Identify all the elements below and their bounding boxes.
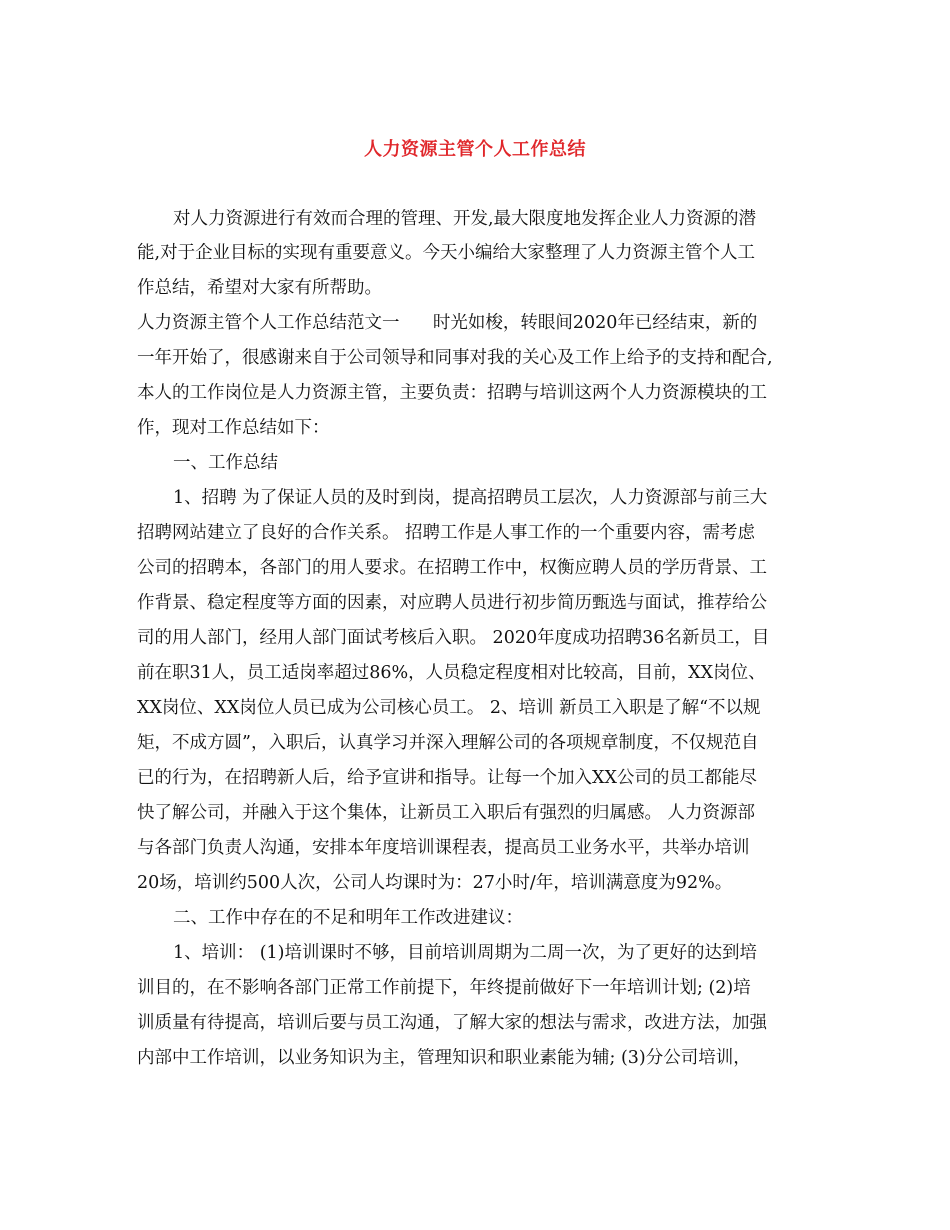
- text-line: 一年开始了，很感谢来自于公司领导和同事对我的关心及工作上给予的支持和配合,: [137, 348, 773, 368]
- text-line: 能,对于企业目标的实现有重要意义。今天小编给大家整理了人力资源主管个人工: [137, 243, 756, 263]
- text-line: 已的行为，在招聘新人后，给予宣讲和指导。让每一个加入XX公司的员工都能尽: [137, 768, 757, 788]
- text-line: 快了解公司，并融入于这个集体，让新员工入职后有强烈的归属感。 人力资源部: [137, 803, 756, 823]
- text-line: 训质量有待提高，培训后要与员工沟通，了解大家的想法与需求，改进方法，加强: [137, 1013, 767, 1033]
- section-heading: 二、工作中存在的不足和明年工作改进建议：: [173, 908, 523, 928]
- text-line: 本人的工作岗位是人力资源主管，主要负责：招聘与培训这两个人力资源模块的工: [137, 383, 767, 403]
- text-line: 对人力资源进行有效而合理的管理、开发,最大限度地发挥企业人力资源的潜: [173, 209, 757, 229]
- text-line: 1、招聘 为了保证人员的及时到岗，提高招聘员工层次，人力资源部与前三大: [173, 488, 768, 508]
- text-line: 前在职31人，员工适岗率超过86%，人员稳定程度相对比较高，目前，XX岗位、: [137, 663, 766, 683]
- text-line: 训目的，在不影响各部门正常工作前提下，年终提前做好下一年培训计划; (2)培: [137, 978, 751, 998]
- text-line: 司的用人部门，经用人部门面试考核后入职。 2020年度成功招聘36名新员工，目: [137, 628, 770, 648]
- text-line: 作总结，希望对大家有所帮助。: [137, 278, 382, 298]
- text-line: XX岗位、XX岗位人员已成为公司核心员工。 2、培训 新员工入职是了解“不以规: [137, 698, 761, 718]
- section-heading: 一、工作总结: [173, 453, 278, 473]
- text-line: 作背景、稳定程度等方面的因素，对应聘人员进行初步简历甄选与面试，推荐给公: [137, 593, 767, 613]
- text-line: 与各部门负责人沟通，安排本年度培训课程表，提高员工业务水平，共举办培训: [137, 838, 750, 858]
- text-line: 1、培训： (1)培训课时不够，目前培训周期为二周一次，为了更好的达到培: [173, 943, 757, 963]
- text-line: 人力资源主管个人工作总结范文一 时光如梭，转眼间2020年已经结束，新的: [137, 313, 758, 333]
- text-line: 内部中工作培训，以业务知识为主，管理知识和职业素能为辅; (3)分公司培训，: [137, 1048, 751, 1068]
- text-line: 招聘网站建立了良好的合作关系。 招聘工作是人事工作的一个重要内容，需考虑: [137, 523, 756, 543]
- document-title: 人力资源主管个人工作总结: [364, 139, 586, 160]
- text-line: 矩，不成方圆”，入职后，认真学习并深入理解公司的各项规章制度，不仅规范自: [137, 733, 759, 753]
- text-line: 作，现对工作总结如下：: [137, 418, 330, 438]
- text-line: 公司的招聘本，各部门的用人要求。在招聘工作中，权衡应聘人员的学历背景、工: [137, 558, 767, 578]
- text-line: 20场，培训约500人次，公司人均课时为：27小时/年，培训满意度为92%。: [137, 873, 733, 893]
